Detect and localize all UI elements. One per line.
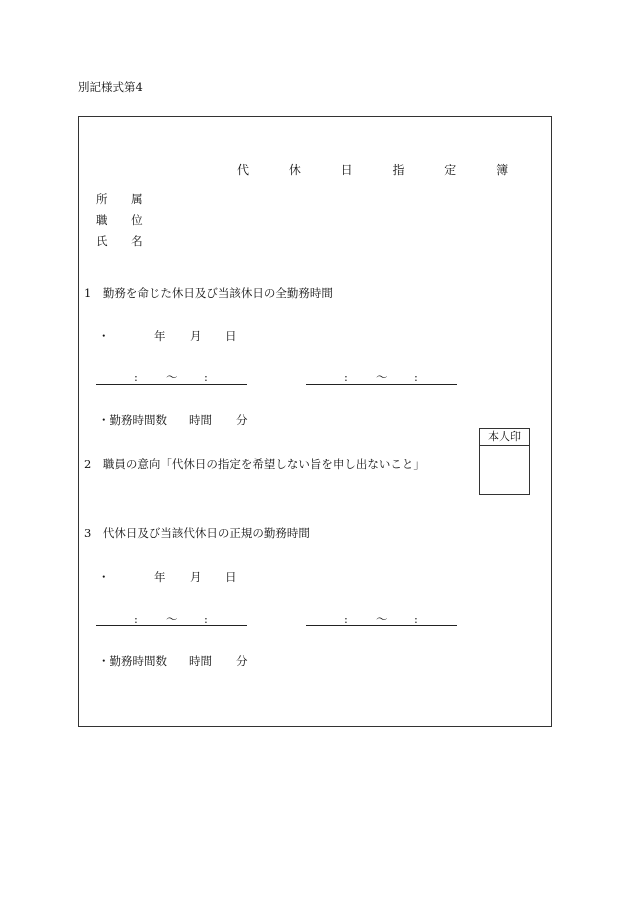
section3-time-colon-1: : (134, 612, 138, 626)
section3-time-line-2 (306, 625, 457, 626)
section1-bullet: ・ (98, 329, 110, 343)
section3-minute-unit: 分 (236, 654, 248, 668)
section1-time-colon-2: : (204, 370, 208, 384)
section1-hour-unit: 時間 (189, 413, 212, 427)
section3-time-colon-3: : (344, 612, 348, 626)
section3-hours-label: ・勤務時間数 (98, 654, 167, 668)
form-title: 代 休 日 指 定 簿 (237, 163, 527, 177)
section1-heading: 1 勤務を命じた休日及び当該休日の全勤務時間 (84, 286, 333, 300)
seal-box (479, 428, 530, 495)
affiliation-label: 所 属 (96, 192, 153, 206)
form-number: 別記様式第4 (78, 80, 143, 94)
seal-label: 本人印 (480, 429, 529, 446)
section3-year-label: 年 (154, 570, 166, 584)
section1-time-colon-3: : (344, 370, 348, 384)
section1-hours-label: ・勤務時間数 (98, 413, 167, 427)
section1-time-tilde-1: 〜 (166, 370, 178, 384)
section1-time-line-2 (306, 384, 457, 385)
section1-time-colon-1: : (134, 370, 138, 384)
section3-heading: 3 代休日及び当該代休日の正規の勤務時間 (84, 526, 310, 540)
section3-time-line-1 (96, 625, 247, 626)
section3-bullet: ・ (98, 570, 110, 584)
section1-time-tilde-2: 〜 (376, 370, 388, 384)
section1-month-label: 月 (190, 329, 202, 343)
section3-time-tilde-2: 〜 (376, 612, 388, 626)
section3-time-colon-4: : (414, 612, 418, 626)
section3-time-tilde-1: 〜 (166, 612, 178, 626)
section1-minute-unit: 分 (236, 413, 248, 427)
section1-year-label: 年 (154, 329, 166, 343)
section1-time-line-1 (96, 384, 247, 385)
section2-heading: 2 職員の意向「代休日の指定を希望しない旨を申し出ないこと」 (84, 457, 425, 471)
section3-hour-unit: 時間 (189, 654, 212, 668)
section3-time-colon-2: : (204, 612, 208, 626)
position-label: 職 位 (96, 213, 153, 227)
section3-month-label: 月 (190, 570, 202, 584)
name-label: 氏 名 (96, 234, 153, 248)
section1-day-label: 日 (225, 329, 237, 343)
section3-day-label: 日 (225, 570, 237, 584)
section1-time-colon-4: : (414, 370, 418, 384)
